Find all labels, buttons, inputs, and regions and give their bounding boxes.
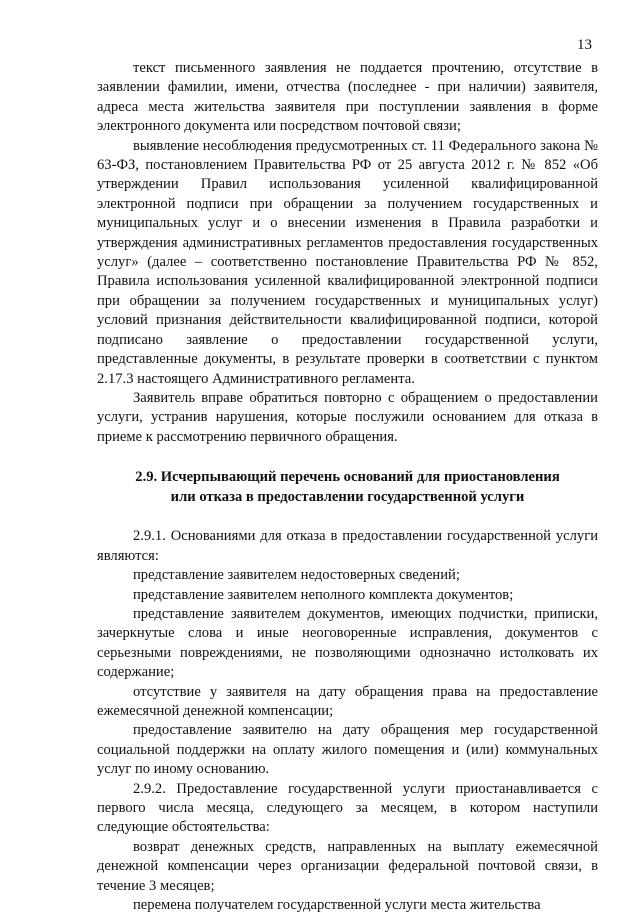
list-item-corrected-docs: представление заявителем документов, имеющих подчистки, приписки, зачеркнутые слова и иные неоговоренные исправления, документов с серьезными повреждениями, не позволяющими однозначно истолковать их содержание; (97, 605, 598, 681)
section-heading-2-9 (97, 468, 598, 507)
list-item-incomplete-docs: представление заявителем неполного комплекта документов; (133, 586, 514, 603)
paragraph-signature-violation: выявление несоблюдения предусмотренных ст. 11 Федерального закона № 63-ФЗ, постановлением Правительства РФ от 25 августа 2012 г. № 852 «Об утверждении Правил использования усиленной квалифицированной электронной подписи при обращении за получением государственных и муниципальных услуг и о внесении изменения в Правила разработки и утверждения административных регламентов предоставления государственных услуг» (далее – соответственно постановление Правительства РФ № 852, Правила использования усиленной квалифицированной электронной подписи при обращении за получением государственных и муниципальных услуг) условий признания действительности квалифицированной подписи, которой подписано заявление о предоставлении государственной услуги, представленные документы, в результате проверки в соответствии с пунктом 2.17.3 настоящего Административного регламента. (97, 137, 598, 387)
list-item-residence-change: перемена получателем государственной услуги места жительства (133, 897, 541, 914)
document-body (97, 59, 598, 915)
paragraph-2-9-1: 2.9.1. Основаниями для отказа в предоставлении государственной услуги являются: (97, 528, 598, 564)
section-heading-line-2: или отказа в предоставлении государственной услуги (170, 488, 525, 505)
paragraph-2-9-2: 2.9.2. Предоставление государственной услуги приостанавливается с первого числа месяца, следующего за месяцем, в котором наступили следующие обстоятельства: (97, 780, 598, 836)
list-item-funds-return: возврат денежных средств, направленных на выплату ежемесячной денежной компенсации через организации федеральной почтовой связи, в течение 3 месяцев; (97, 838, 598, 894)
page-number: 13 (577, 37, 592, 53)
section-heading-line-1: 2.9. Исчерпывающий перечень оснований для приостановления (135, 469, 560, 486)
paragraph-repeat-request: Заявитель вправе обратиться повторно с обращением о предоставлении услуги, устранив нарушения, которые послужили основанием для отказа в приеме к рассмотрению первичного обращения. (97, 389, 598, 445)
list-item-unreliable-info: представление заявителем недостоверных сведений; (133, 567, 460, 584)
paragraph-illegible-application: текст письменного заявления не поддается прочтению, отсутствие в заявлении фамилии, имени, отчества (последнее - при наличии) заявителя, адреса места жительства заявителя при поступлении заявления в форме электронного документа или посредством почтовой связи; (97, 60, 598, 135)
list-item-other-support: предоставление заявителю на дату обращения мер государственной социальной поддержки на оплату жилого помещения и (или) коммунальных услуг по иному основанию. (97, 722, 598, 778)
list-item-no-right: отсутствие у заявителя на дату обращения права на предоставление ежемесячной денежной компенсации; (97, 683, 598, 719)
